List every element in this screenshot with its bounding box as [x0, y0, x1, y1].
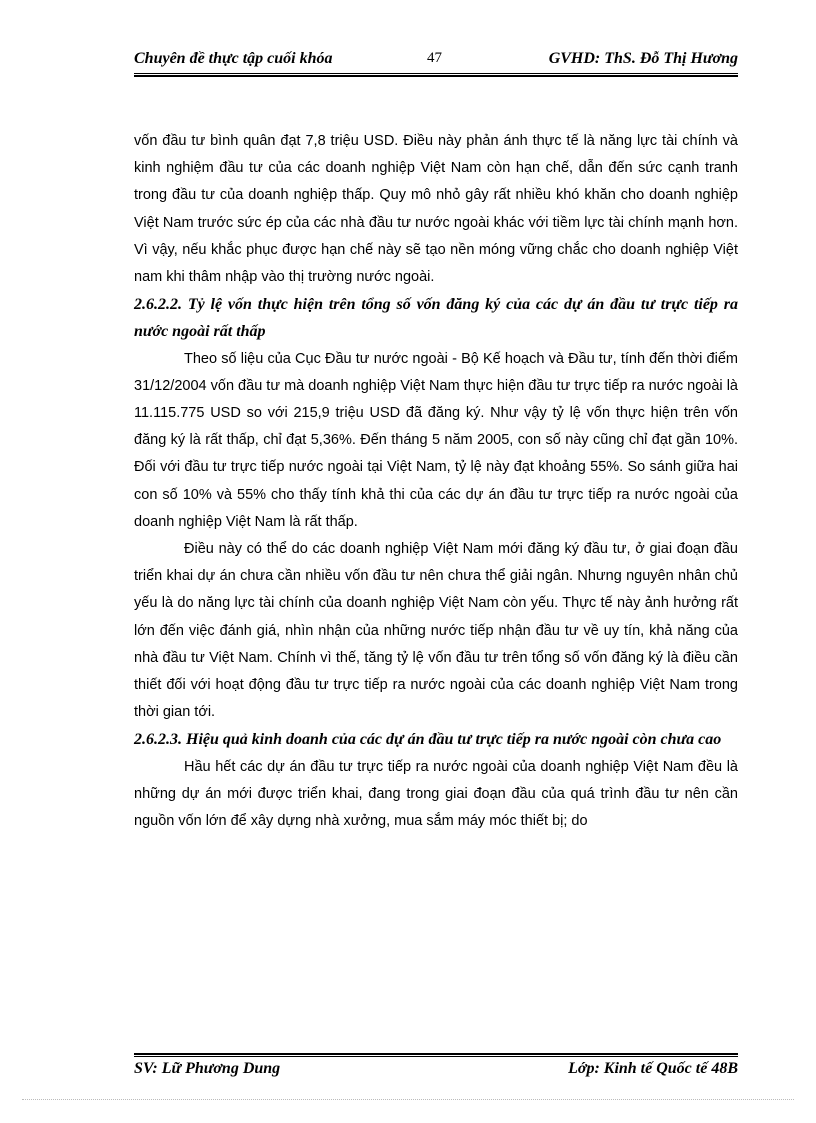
page-header — [134, 46, 738, 72]
paragraph-1: vốn đầu tư bình quân đạt 7,8 triệu USD. Điều này phản ánh thực tế là năng lực tài chính và kinh nghiệm đầu tư của các doanh nghiệp Việt Nam còn hạn chế, dẫn đến sức cạnh tranh trong đầu tư của doanh nghiệp thấp. Quy mô nhỏ gây rất nhiều khó khăn cho doanh nghiệp Việt Nam trước sức ép của các nhà đầu tư nước ngoài khác với tiềm lực tài chính mạnh hơn. Vì vậy, nếu khắc phục được hạn chế này sẽ tạo nền móng vững chắc cho doanh nghiệp Việt nam khi thâm nhập vào thị trường nước ngoài. — [134, 133, 738, 286]
section-heading-2-6-2-2: 2.6.2.2. Tỷ lệ vốn thực hiện trên tổng số vốn đăng ký của các dự án đầu tư trực tiếp ra nước ngoài rất thấp — [134, 296, 738, 341]
page-edge-divider — [22, 1099, 794, 1100]
header-rule — [134, 73, 738, 74]
footer-student: SV: Lữ Phương Dung — [134, 1060, 281, 1077]
paragraph-4: Hầu hết các dự án đầu tư trực tiếp ra nước ngoài của doanh nghiệp Việt Nam đều là những dự án mới được triển khai, đang trong giai đoạn đầu của quá trình đầu tư nên cần nguồn vốn lớn để xây dựng nhà xưởng, mua sắm máy móc thiết bị; do — [134, 758, 738, 830]
footer-rule-thick — [134, 1053, 738, 1055]
paragraph-3: Điều này có thể do các doanh nghiệp Việt Nam mới đăng ký đầu tư, ở giai đoạn đầu triển khai dự án chưa cần nhiều vốn đầu tư nên chưa thể giải ngân. Nhưng nguyên nhân chủ yếu là do năng lực tài chính của doanh nghiệp Việt Nam còn yếu. Thực tế này ảnh hưởng rất lớn đến việc đánh giá, nhìn nhận của những nước tiếp nhận đầu tư về uy tín, khả năng của nhà đầu tư Việt Nam. Chính vì thế, tăng tỷ lệ vốn đầu tư trên tổng số vốn đăng ký là điều cần thiết đối với hoạt động đầu tư trực tiếp ra nước ngoài của các doanh nghiệp Việt Nam trong thời gian tới. — [134, 541, 738, 721]
header-supervisor: GVHD: ThS. Đỗ Thị Hương — [548, 50, 738, 67]
paragraph-2: Theo số liệu của Cục Đầu tư nước ngoài - Bộ Kế hoạch và Đầu tư, tính đến thời điểm 31/12/2004 vốn đầu tư mà doanh nghiệp Việt Nam thực hiện đầu tư trực tiếp ra nước ngoài là 11.115.775 USD so với 215,9 triệu USD đã đăng ký. Như vậy tỷ lệ vốn thực hiện trên vốn đăng ký là rất thấp, chỉ đạt 5,36%. Đến tháng 5 năm 2005, con số này cũng chỉ đạt gần 10%. Đối với đầu tư trực tiếp nước ngoài tại Việt Nam, tỷ lệ này đạt khoảng 55%. So sánh giữa hai con số 10% và 55% cho thấy tính khả thi của các dự án đầu tư trực tiếp ra nước ngoài của doanh nghiệp Việt Nam là rất thấp. — [134, 350, 738, 530]
header-rule-thick — [134, 75, 738, 77]
page-body — [134, 128, 738, 835]
header-title: Chuyên đề thực tập cuối khóa — [134, 50, 333, 67]
footer-class: Lớp: Kinh tế Quốc tế 48B — [568, 1060, 738, 1077]
section-heading-2-6-2-3: 2.6.2.3. Hiệu quả kinh doanh của các dự án đầu tư trực tiếp ra nước ngoài còn chưa cao — [134, 731, 722, 749]
page-footer — [134, 1057, 738, 1081]
page-number: 47 — [427, 50, 442, 66]
